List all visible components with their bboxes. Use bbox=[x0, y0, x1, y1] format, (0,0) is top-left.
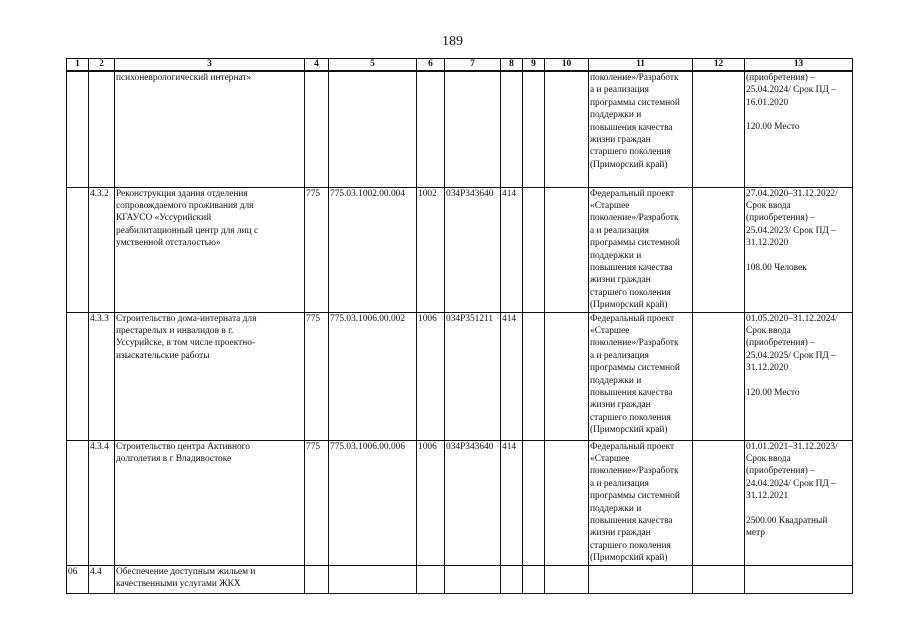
cell-object-code bbox=[329, 71, 417, 187]
col-header-3: 3 bbox=[115, 59, 305, 72]
cell-line: Обеспечение доступным жильем и bbox=[116, 566, 256, 577]
cell-line: поколение»/Разработк bbox=[590, 466, 679, 477]
cell-expense-type bbox=[501, 71, 523, 187]
cell-line bbox=[746, 250, 851, 262]
col-header-13: 13 bbox=[745, 59, 853, 72]
cell-target-article: 034P343640 bbox=[445, 440, 501, 565]
col-header-6: 6 bbox=[417, 59, 445, 72]
header-row bbox=[67, 59, 853, 72]
cell-grbs-code bbox=[305, 71, 329, 187]
page-number: 189 bbox=[442, 34, 463, 49]
cell-line: повышения качества bbox=[590, 516, 673, 526]
cell-project bbox=[589, 187, 693, 312]
cell-object-name bbox=[115, 440, 305, 565]
cell-line: 27.04.2020–31.12.2022/ bbox=[746, 188, 838, 199]
cell-item-number: 4.3.4 bbox=[89, 440, 115, 565]
cell-object-name bbox=[115, 312, 305, 440]
cell-line: реабилитационный центр для лиц с bbox=[116, 225, 259, 236]
cell-line: поддержки и bbox=[590, 503, 642, 514]
cell-line: поддержки и bbox=[590, 250, 642, 261]
table-row bbox=[67, 440, 853, 565]
cell-line: (приобретения) – bbox=[746, 213, 815, 224]
cell-col-10 bbox=[545, 565, 589, 593]
cell-line: поддержки и bbox=[590, 110, 642, 121]
cell-line: метр bbox=[746, 528, 765, 538]
cell-grbs-code bbox=[305, 565, 329, 593]
cell-line: Строительство центра Активного bbox=[116, 441, 250, 452]
cell-line: Срок ввода bbox=[746, 325, 791, 336]
col-header-8: 8 bbox=[501, 59, 523, 72]
cell-line bbox=[746, 503, 851, 515]
cell-grbs-code: 775 bbox=[305, 440, 329, 565]
cell-line: старшего поколения bbox=[590, 147, 671, 158]
cell-line: 108.00 Человек bbox=[746, 262, 807, 273]
cell-line: 25.04.2023/ Срок ПД – bbox=[746, 225, 836, 236]
table-row bbox=[67, 71, 853, 187]
cell-section: 1006 bbox=[417, 440, 445, 565]
cell-section-code bbox=[67, 187, 89, 312]
cell-line: психоневрологический интернат» bbox=[116, 73, 252, 83]
cell-col-9 bbox=[523, 187, 545, 312]
cell-col-12 bbox=[693, 187, 745, 312]
cell-item-number: 4.4 bbox=[89, 565, 115, 593]
cell-section-code bbox=[67, 71, 89, 187]
cell-line: (Приморский край) bbox=[590, 300, 668, 311]
cell-line: качественными услугами ЖКХ bbox=[116, 579, 241, 590]
cell-line: Реконструкция здания отделения bbox=[116, 188, 248, 199]
cell-col-12 bbox=[693, 312, 745, 440]
cell-line: повышения качества bbox=[590, 388, 673, 398]
cell-terms bbox=[745, 312, 853, 440]
cell-terms bbox=[745, 440, 853, 565]
cell-expense-type: 414 bbox=[501, 440, 523, 565]
cell-line: 2500.00 Квадратный bbox=[746, 515, 828, 526]
cell-project bbox=[589, 440, 693, 565]
cell-line: престарелых и инвалидов в г. bbox=[116, 325, 234, 336]
cell-line: (приобретения) – bbox=[746, 73, 815, 83]
cell-object-code: 775.03.1002.00.004 bbox=[329, 187, 417, 312]
col-header-1: 1 bbox=[67, 59, 89, 72]
cell-terms bbox=[745, 565, 853, 593]
cell-line: а и реализация bbox=[590, 85, 649, 96]
cell-section-code: 06 bbox=[67, 565, 89, 593]
cell-col-10 bbox=[545, 187, 589, 312]
cell-line: Срок ввода bbox=[746, 200, 791, 211]
cell-object-code: 775.03.1006.00.006 bbox=[329, 440, 417, 565]
cell-line: программы системной bbox=[590, 491, 680, 502]
col-header-4: 4 bbox=[305, 59, 329, 72]
cell-object-code bbox=[329, 565, 417, 593]
cell-line: 01.01.2021–31.12.2023/ bbox=[746, 441, 838, 452]
col-header-2: 2 bbox=[89, 59, 115, 72]
cell-line bbox=[746, 375, 851, 387]
cell-expense-type: 414 bbox=[501, 312, 523, 440]
cell-line: Срок ввода bbox=[746, 453, 791, 464]
cell-target-article: 034P343640 bbox=[445, 187, 501, 312]
cell-expense-type bbox=[501, 565, 523, 593]
cell-section-code bbox=[67, 312, 89, 440]
cell-line: сопровождаемого проживания для bbox=[116, 200, 254, 211]
cell-col-10 bbox=[545, 312, 589, 440]
cell-terms bbox=[745, 187, 853, 312]
cell-item-number: 4.3.3 bbox=[89, 312, 115, 440]
col-header-11: 11 bbox=[589, 59, 693, 72]
cell-line: 120.00 Место bbox=[746, 387, 800, 398]
cell-target-article bbox=[445, 71, 501, 187]
col-header-5: 5 bbox=[329, 59, 417, 72]
col-header-9: 9 bbox=[523, 59, 545, 72]
cell-line: (приобретения) – bbox=[746, 466, 815, 477]
cell-line: 31.12.2020 bbox=[746, 238, 789, 249]
col-header-10: 10 bbox=[545, 59, 589, 72]
cell-col-9 bbox=[523, 565, 545, 593]
table-row bbox=[67, 565, 853, 593]
cell-section bbox=[417, 71, 445, 187]
cell-line: изыскательские работы bbox=[116, 350, 210, 361]
table-row bbox=[67, 187, 853, 312]
cell-col-9 bbox=[523, 312, 545, 440]
cell-line: (Приморский край) bbox=[590, 553, 668, 564]
cell-object-name bbox=[115, 71, 305, 187]
cell-line: программы системной bbox=[590, 363, 680, 374]
cell-expense-type: 414 bbox=[501, 187, 523, 312]
cell-line: повышения качества bbox=[590, 122, 673, 133]
cell-line: поддержки и bbox=[590, 375, 642, 386]
cell-target-article bbox=[445, 565, 501, 593]
cell-grbs-code: 775 bbox=[305, 312, 329, 440]
cell-col-10 bbox=[545, 71, 589, 187]
cell-item-number bbox=[89, 71, 115, 187]
cell-line: старшего поколения bbox=[590, 287, 671, 298]
cell-line: 25.04.2024/ Срок ПД – bbox=[746, 85, 836, 96]
cell-item-number: 4.3.2 bbox=[89, 187, 115, 312]
cell-line: жизни граждан bbox=[590, 135, 651, 146]
cell-col-9 bbox=[523, 440, 545, 565]
cell-line: (Приморский край) bbox=[590, 159, 668, 170]
col-header-7: 7 bbox=[445, 59, 501, 72]
cell-line: программы системной bbox=[590, 238, 680, 249]
cell-line: жизни граждан bbox=[590, 400, 651, 411]
cell-line: (приобретения) – bbox=[746, 338, 815, 349]
cell-line: повышения качества bbox=[590, 262, 673, 273]
cell-line: долголетия в г Владивостоке bbox=[116, 453, 232, 464]
cell-line: Строительство дома-интерната для bbox=[116, 313, 257, 324]
cell-line: «Старшее bbox=[590, 325, 630, 336]
cell-section: 1006 bbox=[417, 312, 445, 440]
cell-line: поколение»/Разработк bbox=[590, 338, 679, 349]
cell-line: жизни граждан bbox=[590, 528, 651, 539]
cell-col-12 bbox=[693, 440, 745, 565]
cell-col-12 bbox=[693, 71, 745, 187]
cell-project bbox=[589, 565, 693, 593]
cell-line: 16.01.2020 bbox=[746, 97, 789, 108]
cell-line: программы системной bbox=[590, 97, 680, 108]
cell-line: 31.12.2020 bbox=[746, 363, 789, 374]
cell-line: а и реализация bbox=[590, 478, 649, 489]
cell-object-name bbox=[115, 565, 305, 593]
cell-grbs-code: 775 bbox=[305, 187, 329, 312]
cell-line: 120.00 Место bbox=[746, 122, 800, 133]
cell-line: (Приморский край) bbox=[590, 425, 668, 436]
cell-line: 01.05.2020–31.12.2024/ bbox=[746, 313, 838, 324]
cell-line: 25.04.2025/ Срок ПД – bbox=[746, 350, 836, 361]
cell-section bbox=[417, 565, 445, 593]
register-table bbox=[66, 58, 853, 594]
cell-section: 1002 bbox=[417, 187, 445, 312]
cell-col-10 bbox=[545, 440, 589, 565]
cell-col-9 bbox=[523, 71, 545, 187]
cell-line: «Старшее bbox=[590, 200, 630, 211]
cell-object-code: 775.03.1006.00.002 bbox=[329, 312, 417, 440]
cell-line: жизни граждан bbox=[590, 275, 651, 286]
cell-line bbox=[746, 109, 851, 121]
cell-target-article: 034P351211 bbox=[445, 312, 501, 440]
cell-line: Федеральный проект bbox=[590, 441, 675, 452]
cell-col-12 bbox=[693, 565, 745, 593]
cell-terms bbox=[745, 71, 853, 187]
cell-line: а и реализация bbox=[590, 350, 649, 361]
cell-line: а и реализация bbox=[590, 225, 649, 236]
cell-line: КГАУСО «Уссурийский bbox=[116, 213, 212, 224]
cell-line: поколение»/Разработк bbox=[590, 213, 679, 224]
cell-line: старшего поколения bbox=[590, 412, 671, 423]
cell-project bbox=[589, 312, 693, 440]
cell-line: 24.04.2024/ Срок ПД – bbox=[746, 478, 836, 489]
table-row bbox=[67, 312, 853, 440]
cell-line: Федеральный проект bbox=[590, 188, 675, 199]
cell-section-code bbox=[67, 440, 89, 565]
cell-line: Уссурийске, в том числе проектно- bbox=[116, 338, 256, 349]
cell-project bbox=[589, 71, 693, 187]
cell-object-name bbox=[115, 187, 305, 312]
cell-line: 31.12.2021 bbox=[746, 491, 789, 502]
col-header-12: 12 bbox=[693, 59, 745, 72]
cell-line: Федеральный проект bbox=[590, 313, 675, 324]
cell-line: поколение»/Разработк bbox=[590, 73, 679, 83]
cell-line: старшего поколения bbox=[590, 540, 671, 551]
cell-line: умственной отсталостью» bbox=[116, 238, 221, 249]
cell-line: «Старшее bbox=[590, 453, 630, 464]
